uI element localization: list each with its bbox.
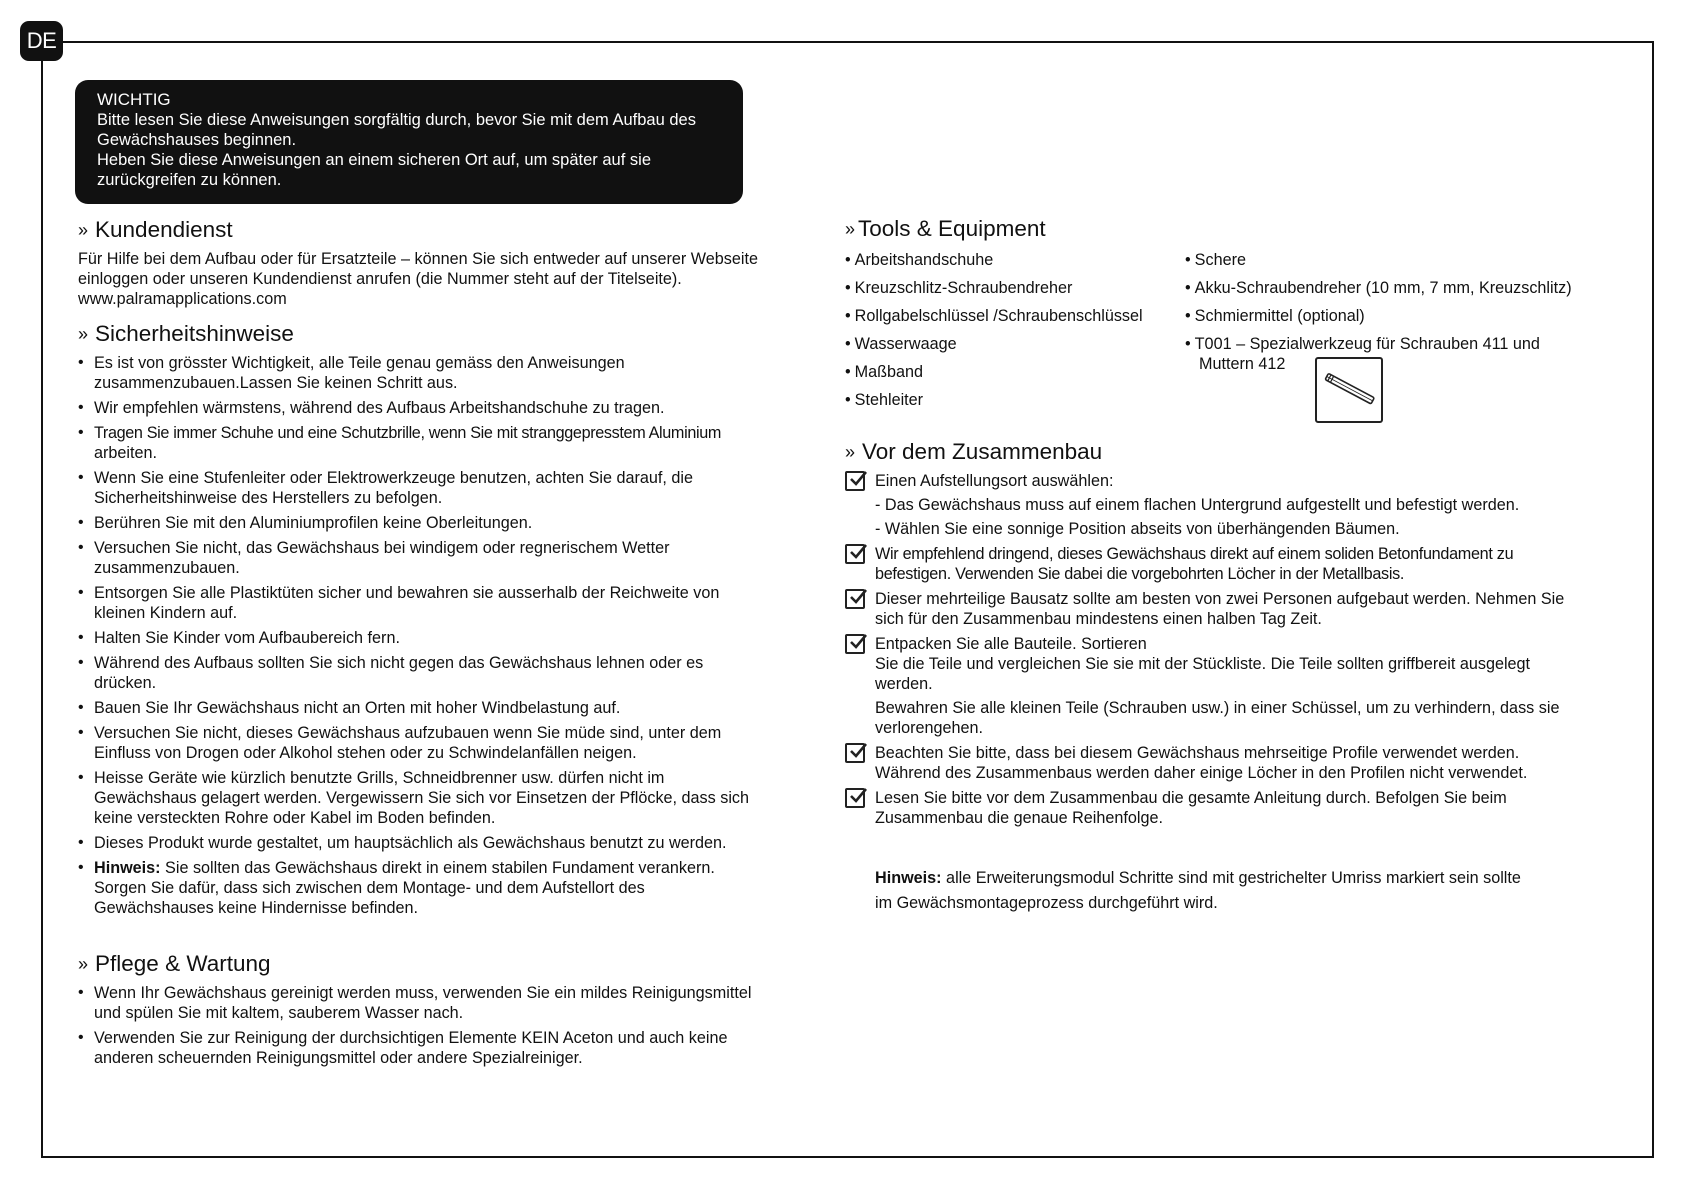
important-box — [75, 80, 743, 204]
wrench-bit-icon — [1317, 359, 1381, 421]
important-line: zurückgreifen zu können. — [97, 171, 282, 189]
list-item: • Entsorgen Sie alle Plastiktüten sicher und bewahren sie ausserhalb der Reichweite von kleinen Kindern auf. — [78, 583, 798, 623]
tools-section — [845, 215, 1625, 418]
language-badge: DE — [20, 21, 63, 61]
list-item: • Schmiermittel (optional) — [1185, 307, 1365, 325]
list-item: • Versuchen Sie nicht, dieses Gewächshaus aufzubauen wenn Sie müde sind, unter dem Einfluss von Drogen oder Alkohol stehen oder zu Schwindelanfällen neigen. — [78, 723, 798, 763]
important-title: WICHTIG — [97, 90, 171, 109]
checked-box-icon — [845, 589, 865, 609]
checklist-item: Entpacken Sie alle Bauteile. Sortieren Sie die Teile und vergleichen Sie sie mit der Stückliste. Die Teile sollten griffbereit ausgelegt werden. Bewahren Sie alle kleinen Teile (Schrauben usw.) in einer Schüssel, um zu verhindern, dass sie verlorengehen. — [845, 634, 1625, 738]
website-link[interactable]: www.palramapplications.com — [78, 290, 287, 308]
tools-heading: » Tools & Equipment — [845, 216, 1046, 241]
important-line: Bitte lesen Sie diese Anweisungen sorgfältig durch, bevor Sie mit dem Aufbau des — [97, 111, 696, 129]
list-item: • Schere — [1185, 251, 1246, 269]
list-item: • Halten Sie Kinder vom Aufbaubereich fern. — [78, 628, 798, 648]
list-item: • Wenn Sie eine Stufenleiter oder Elektrowerkzeuge benutzen, achten Sie darauf, die Sicherheitshinweise des Herstellers zu befolgen. — [78, 468, 798, 508]
checked-box-icon — [845, 788, 865, 808]
list-item: • Akku-Schraubendreher (10 mm, 7 mm, Kreuzschlitz) — [1185, 279, 1572, 297]
checklist-item: Lesen Sie bitte vor dem Zusammenbau die gesamte Anleitung durch. Befolgen Sie beim Zusammenbau die genaue Reihenfolge. — [845, 788, 1625, 828]
list-item: • Dieses Produkt wurde gestaltet, um hauptsächlich als Gewächshaus benutzt zu werden. — [78, 833, 798, 853]
list-item-hinweis: • Hinweis: Sie sollten das Gewächshaus direkt in einem stabilen Fundament verankern. Sorgen Sie dafür, dass sich zwischen dem Montage- und dem Aufstellort des Gewächshauses keine Hindernisse befinden. — [78, 858, 798, 918]
list-item: • Wir empfehlen wärmstens, während des Aufbaus Arbeitshandschuhe zu tragen. — [78, 398, 798, 418]
list-item: • Stehleiter — [845, 391, 924, 409]
tools-grid — [845, 250, 1625, 418]
pflege-section — [78, 950, 798, 1068]
kundendienst-text: Für Hilfe bei dem Aufbau oder für Ersatzteile – können Sie sich entweder auf unserer Webseite einloggen oder unseren Kundendienst anrufen (die Nummer steht auf der Titelseite). www.palramapplications.com — [78, 249, 798, 309]
sicherheit-list — [78, 353, 798, 918]
important-line: Gewächshauses beginnen. — [97, 131, 297, 149]
hinweis-note: Hinweis: alle Erweiterungsmodul Schritte sind mit gestrichelter Umriss markiert sein sollte im Gewächsmontageprozess durchgeführt wird. — [875, 869, 1521, 912]
checked-box-icon — [845, 544, 865, 564]
chevron-double-right-icon: » — [78, 220, 89, 240]
list-item: • Rollgabelschlüssel /Schraubenschlüssel — [845, 307, 1143, 325]
checked-box-icon — [845, 743, 865, 763]
kundendienst-heading: » Kundendienst — [78, 217, 233, 242]
checklist-item: Einen Aufstellungsort auswählen: - Das Gewächshaus muss auf einem flachen Untergrund aufgestellt und befestigt werden. - Wählen Sie eine sonnige Position abseits von überhängenden Bäumen. — [845, 471, 1625, 539]
list-item: • Verwenden Sie zur Reinigung der durchsichtigen Elemente KEIN Aceton und auch keine anderen scheuernden Reinigungsmittel oder andere Spezialreiniger. — [78, 1028, 798, 1068]
hinweis-label: Hinweis: — [94, 859, 161, 877]
list-item: • Berühren Sie mit den Aluminiumprofilen keine Oberleitungen. — [78, 513, 798, 533]
right-column — [845, 215, 1625, 916]
list-item: • Tragen Sie immer Schuhe und eine Schutzbrille, wenn Sie mit stranggepresstem Aluminium arbeiten. — [78, 423, 798, 463]
checklist-item: Wir empfehlend dringend, dieses Gewächshaus direkt auf einem soliden Betonfundament zu befestigen. Verwenden Sie dabei die vorgebohrten Löcher in der Metallbasis. — [845, 544, 1625, 584]
list-item: • Wasserwaage — [845, 335, 957, 353]
tools-list-right — [1185, 250, 1605, 418]
chevron-double-right-icon: » — [78, 324, 89, 344]
vor-checklist — [845, 471, 1625, 828]
list-item: • Während des Aufbaus sollten Sie sich nicht gegen das Gewächshaus lehnen oder es drücken. — [78, 653, 798, 693]
pflege-list — [78, 983, 798, 1068]
note-label: Hinweis: — [875, 869, 942, 887]
left-column — [78, 216, 798, 1073]
tools-list-left — [845, 250, 1185, 418]
vor-section — [845, 438, 1625, 916]
list-item: • T001 – Spezialwerkzeug für Schrauben 411 und Muttern 412 — [1185, 335, 1540, 373]
list-item: • Kreuzschlitz-Schraubendreher — [845, 279, 1073, 297]
pflege-heading: » Pflege & Wartung — [78, 951, 271, 976]
checked-box-icon — [845, 634, 865, 654]
list-item: • Wenn Ihr Gewächshaus gereinigt werden muss, verwenden Sie ein mildes Reinigungsmittel und spülen Sie mit kaltem, sauberem Wasser nach. — [78, 983, 798, 1023]
list-item: • Bauen Sie Ihr Gewächshaus nicht an Orten mit hoher Windbelastung auf. — [78, 698, 798, 718]
important-line: Heben Sie diese Anweisungen an einem sicheren Ort auf, um später auf sie — [97, 151, 651, 169]
kundendienst-section — [78, 216, 798, 309]
chevron-double-right-icon: » — [78, 954, 89, 974]
sicherheit-heading: » Sicherheitshinweise — [78, 321, 294, 346]
chevron-double-right-icon: » — [845, 219, 856, 239]
checked-box-icon — [845, 471, 865, 491]
chevron-double-right-icon: » — [845, 442, 856, 462]
checklist-item: Dieser mehrteilige Bausatz sollte am besten von zwei Personen aufgebaut werden. Nehmen Sie sich für den Zusammenbau mindestens einen halben Tag Zeit. — [845, 589, 1625, 629]
vor-heading: » Vor dem Zusammenbau — [845, 439, 1103, 464]
list-item: • Versuchen Sie nicht, das Gewächshaus bei windigem oder regnerischem Wetter zusammenzubauen. — [78, 538, 798, 578]
list-item: • Es ist von grösster Wichtigkeit, alle Teile genau gemäss den Anweisungen zusammenzubauen.Lassen Sie keinen Schritt aus. — [78, 353, 798, 393]
list-item: • Maßband — [845, 363, 924, 381]
checklist-item: Beachten Sie bitte, dass bei diesem Gewächshaus mehrseitige Profile verwendet werden. Während des Zusammenbaus werden daher einige Löcher in den Profilen nicht verwendet. — [845, 743, 1625, 783]
sicherheit-section — [78, 320, 798, 918]
special-tool-icon — [1315, 357, 1383, 423]
list-item: • Arbeitshandschuhe — [845, 251, 994, 269]
list-item: • Heisse Geräte wie kürzlich benutzte Grills, Schneidbrenner usw. dürfen nicht im Gewächshaus gelagert werden. Vergewissern Sie sich vor Einsetzen der Pflöcke, dass sich keine versteckten Rohre oder Kabel im Boden befinden. — [78, 768, 798, 828]
